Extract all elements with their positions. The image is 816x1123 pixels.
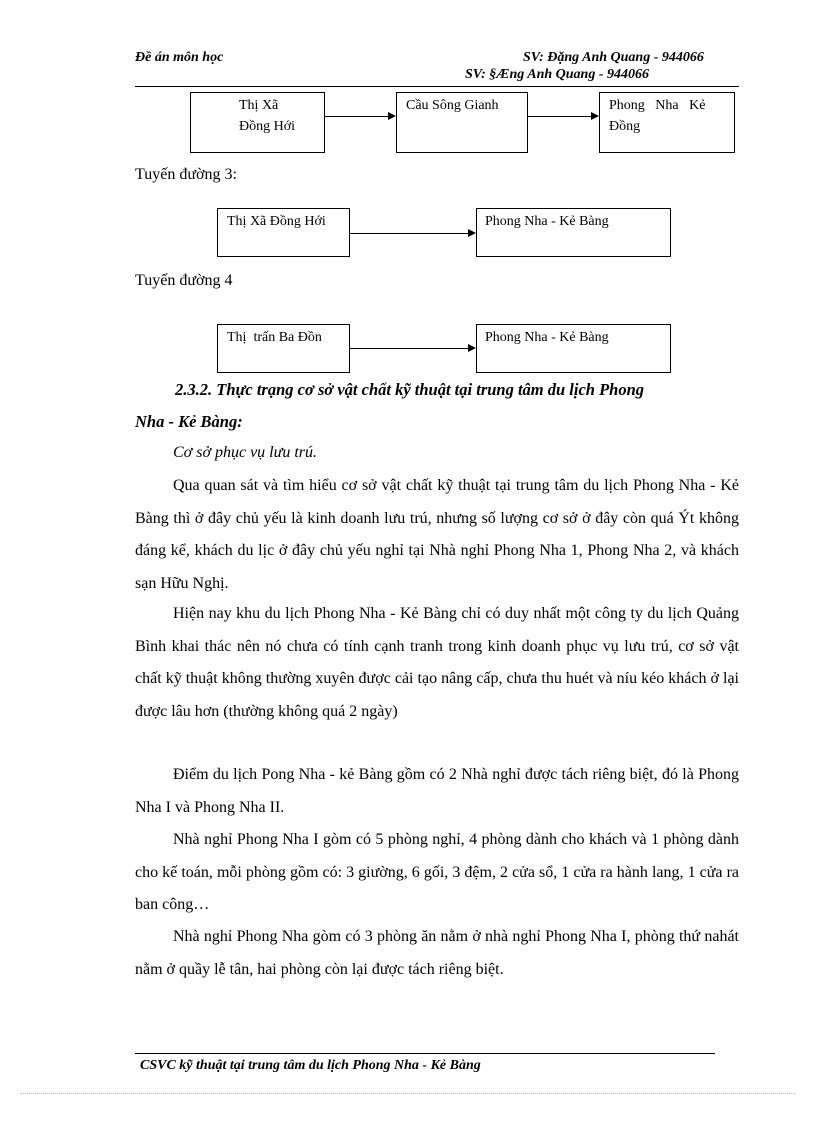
flow-box-text: Phong Nha Kẻ bbox=[609, 98, 706, 113]
flow-box-text: Phong Nha - Kẻ Bàng bbox=[485, 214, 609, 229]
footer-divider bbox=[135, 1053, 715, 1054]
header-divider bbox=[135, 86, 739, 87]
flow-box-text: Đồng Hới bbox=[239, 119, 296, 134]
flow-box-text: Thị Xã Đồng Hới bbox=[227, 214, 326, 229]
flow-arrow-line bbox=[350, 233, 468, 234]
flow-box-text: Thị Xã bbox=[239, 98, 279, 113]
paragraph-2: Hiện nay khu du lịch Phong Nha - Kẻ Bàng chỉ có duy nhất một công ty du lịch Quảng Bình khai thác nên nó chưa có tính cạnh tranh trong kinh doanh phục vụ lưu trú, cơ sở vật chất kỹ thuật không thường xuyên được cải tạo nâng cấp, chưa thu huét và níu kéo khách ở lại được lâu hơn (thường không quá 2 ngày) bbox=[135, 605, 739, 720]
flow-box-text: Thị trấn Ba Đồn bbox=[227, 330, 322, 345]
route-4-from-box bbox=[217, 324, 350, 373]
arrow-right-icon bbox=[468, 229, 476, 237]
section-heading-cont: Nha - Kẻ Bàng: bbox=[135, 412, 243, 431]
arrow-right-icon bbox=[591, 112, 599, 120]
paragraph-5: Nhà nghỉ Phong Nha gòm có 3 phòng ăn nằm ở nhà nghỉ Phong Nha I, phòng thứ nahát nằm ở quầy lễ tân, hai phòng còn lại được tách riêng biệt. bbox=[135, 928, 739, 978]
flow-box-text: Phong Nha - Kẻ Bàng bbox=[485, 330, 609, 345]
section-heading: 2.3.2. Thực trạng cơ sở vật chất kỹ thuật tại trung tâm du lịch Phong bbox=[175, 380, 645, 399]
flow-box-text: Cầu Sông Gianh bbox=[406, 98, 499, 113]
route-3-from-box bbox=[217, 208, 350, 257]
route-4-to-box bbox=[476, 324, 671, 373]
flow-arrow-line bbox=[350, 348, 468, 349]
page-edge bbox=[20, 1093, 796, 1094]
route-3-to-box bbox=[476, 208, 671, 257]
header-right-line2: SV: §Æng Anh Quang - 944066 bbox=[465, 67, 649, 82]
header-left: Đề án môn học bbox=[135, 50, 224, 65]
route-4-label: Tuyến đường 4 bbox=[135, 272, 233, 289]
header-right-line1: SV: Đặng Anh Quang - 944066 bbox=[523, 50, 704, 65]
flow-box-cau-song-gianh bbox=[396, 92, 528, 153]
subheading: Cơ sở phục vụ lưu trú. bbox=[173, 444, 318, 461]
route-3-label: Tuyến đường 3: bbox=[135, 166, 237, 183]
arrow-right-icon bbox=[468, 344, 476, 352]
flow-box-dong-hoi bbox=[190, 92, 325, 153]
flow-arrow-line bbox=[325, 116, 388, 117]
flow-arrow-line bbox=[528, 116, 591, 117]
arrow-right-icon bbox=[388, 112, 396, 120]
flow-box-phong-nha bbox=[599, 92, 735, 153]
footer-text: CSVC kỹ thuật tại trung tâm du lịch Phong Nha - Kẻ Bàng bbox=[140, 1058, 481, 1073]
paragraph-4: Nhà nghỉ Phong Nha I gòm có 5 phòng nghỉ, 4 phòng dành cho khách và 1 phòng dành cho kế toán, mỗi phòng gồm có: 3 giường, 6 gối, 3 đệm, 2 cửa sổ, 1 cửa ra hành lang, 1 cửa ra ban công… bbox=[135, 831, 739, 913]
paragraph-1: Qua quan sát và tìm hiểu cơ sở vật chất kỹ thuật tại trung tâm du lịch Phong Nha - Kẻ Bàng thì ở đây chủ yếu là kinh doanh lưu trú, nhưng số lượng cơ sở ở đây còn quá Ýt không đáng kể, khách du lịc ở đây chủ yếu nghỉ tại Nhà nghỉ Phong Nha 1, Phong Nha 2, và khách sạn Hữu Nghị. bbox=[135, 477, 739, 592]
paragraph-3: Điểm du lịch Pong Nha - kẻ Bàng gồm có 2 Nhà nghỉ được tách riêng biệt, đó là Phong Nha I và Phong Nha II. bbox=[135, 766, 739, 816]
flow-box-text: Đồng bbox=[609, 119, 641, 134]
